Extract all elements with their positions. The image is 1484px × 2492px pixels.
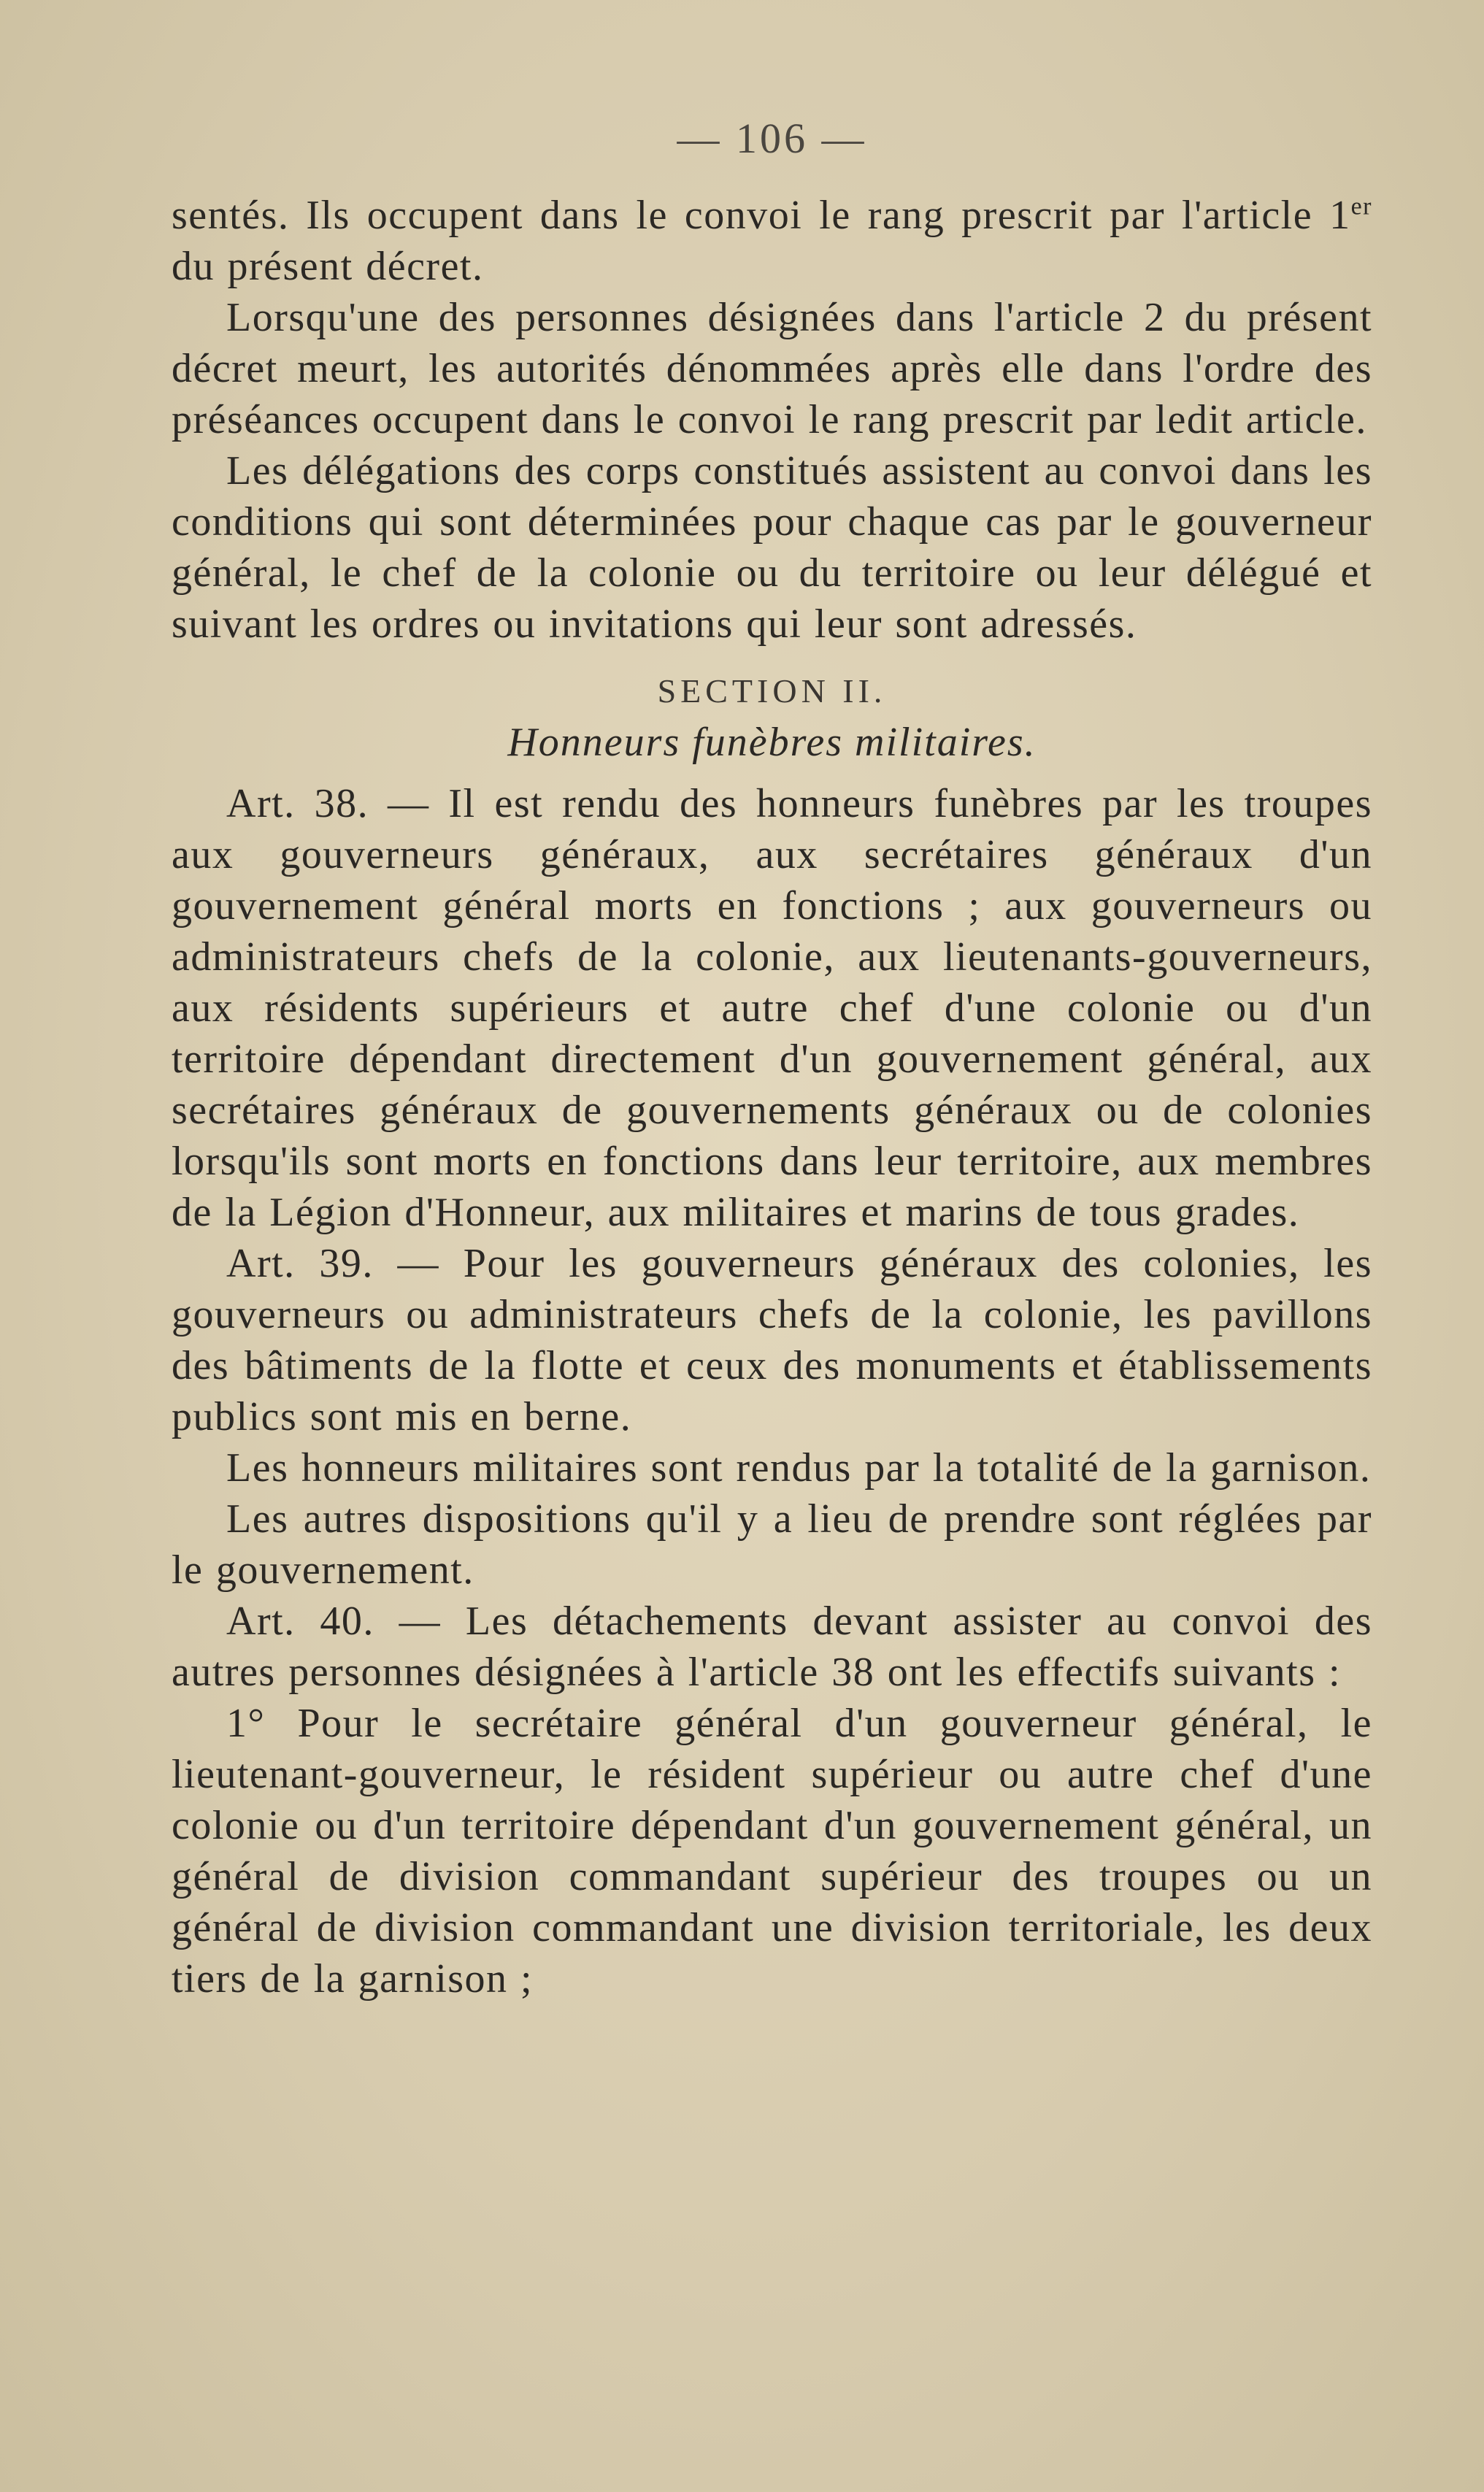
list-item-1: 1° Pour le secrétaire général d'un gouverneur général, le lieutenant-gouverneur, le résident supérieur ou autre chef d'une colonie ou d'un territoire dépendant d'un gouvernement général, un général de division commandant supérieur des troupes ou un général de division commandant une division territoriale, les deux tiers de la garnison ;: [172, 1701, 1372, 2001]
page-number: — 106 —: [677, 115, 867, 162]
paragraph-deces: Lorsqu'une des personnes désignées dans l'article 2 du présent décret meurt, les autorités dénommées après elle dans l'ordre des préséances occupent dans le convoi le rang prescrit par ledit article.: [172, 295, 1372, 442]
superscript: er: [1350, 193, 1372, 220]
section-heading: SECTION II.: [657, 672, 887, 709]
article-38: Art. 38. — Il est rendu des honneurs funèbres par les troupes aux gouverneurs généraux, aux secrétaires généraux d'un gouvernement général morts en fonctions ; aux gouverneurs ou administrateurs chefs de la colonie, aux lieutenants-gouverneurs, aux résidents supérieurs et autre chef d'une colonie ou d'un territoire dépendant directement d'un gouvernement général, aux secrétaires généraux de gouvernements généraux ou de colonies lorsqu'ils sont morts en fonctions dans leur territoire, aux membres de la Légion d'Honneur, aux militaires et marins de tous grades.: [172, 781, 1372, 1235]
article-39: Art. 39. — Pour les gouverneurs généraux des colonies, les gouverneurs ou administrateurs chefs de la colonie, les pavillons des bâtiments de la flotte et ceux des monuments et établissements publics sont mis en berne.: [172, 1241, 1372, 1439]
paragraph-delegations: Les délégations des corps constitués assistent au convoi dans les conditions qui sont déterminées pour chaque cas par le gouverneur général, le chef de la colonie ou du territoire ou leur délégué et suivant les ordres ou invitations qui leur sont adressés.: [172, 448, 1372, 647]
document-page: [172, 109, 1372, 2004]
article-40: Art. 40. — Les détachements devant assister au convoi des autres personnes désignées à l'article 38 ont les effectifs suivants :: [172, 1599, 1372, 1695]
paragraph-continuation: [172, 190, 1372, 292]
paragraph-autres-dispositions: Les autres dispositions qu'il y a lieu de prendre sont réglées par le gouvernement.: [172, 1496, 1372, 1593]
section-title: Honneurs funèbres militaires.: [507, 720, 1037, 765]
paragraph-text: du présent décret.: [172, 244, 484, 289]
paragraph-text: sentés. Ils occupent dans le convoi le rang prescrit par l'article 1: [172, 193, 1351, 238]
paragraph-honneurs-militaires: Les honneurs militaires sont rendus par la totalité de la garnison.: [226, 1445, 1372, 1491]
